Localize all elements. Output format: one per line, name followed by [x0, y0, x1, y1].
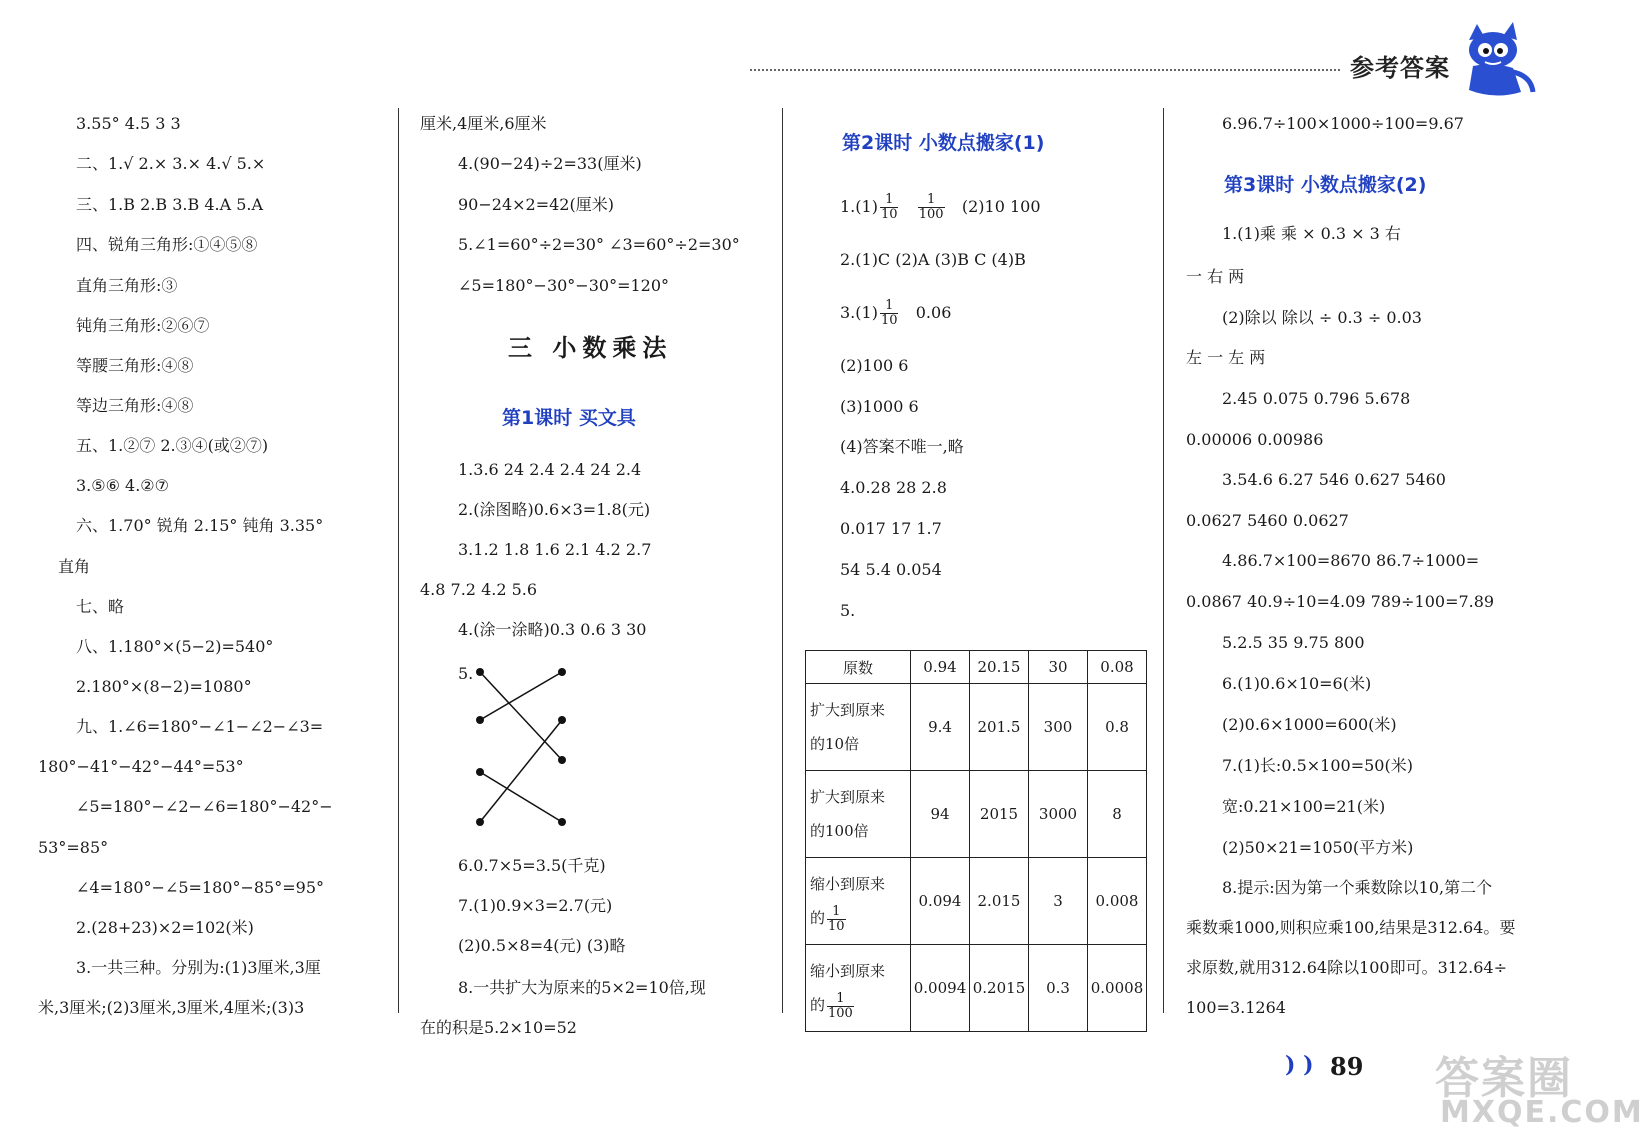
table-cell: 0.2015: [970, 945, 1029, 1032]
table-cell: 2015: [970, 771, 1029, 858]
answer-line: (2)100 6: [840, 356, 909, 375]
answer-line: 5.: [840, 601, 856, 620]
page-header: [0, 0, 1600, 110]
table-row: [806, 858, 1147, 945]
fraction-numerator: 1: [880, 193, 899, 208]
table-header-cell: 0.94: [911, 651, 970, 684]
row-label: [806, 771, 911, 858]
fraction-numerator: 1: [918, 193, 945, 208]
answer-line: 6.96.7÷100×1000÷100=9.67: [1222, 114, 1464, 133]
table-cell: 2.015: [970, 858, 1029, 945]
answer-line: 三、1.B 2.B 3.B 4.A 5.A: [76, 195, 264, 214]
table-cell: 0.008: [1088, 858, 1147, 945]
answer-line: 3.54.6 6.27 546 0.627 5460: [1222, 470, 1446, 489]
answer-line: 4.(涂一涂略)0.3 0.6 3 30: [458, 620, 647, 639]
fraction-denominator: 10: [880, 313, 898, 328]
fraction: [918, 193, 945, 222]
answer-line: 4.(90−24)÷2=33(厘米): [458, 154, 642, 173]
answer-line: 六、1.70° 锐角 2.15° 钝角 3.35°: [76, 516, 324, 535]
table-cell: 0.094: [911, 858, 970, 945]
section-title: 三 小数乘法: [508, 333, 673, 362]
answer-line: 二、1.√ 2.× 3.× 4.√ 5.×: [76, 154, 266, 173]
fraction: [880, 299, 899, 328]
answer-line: 3.55° 4.5 3 3: [76, 114, 181, 133]
lesson-title: 第1课时 买文具: [502, 407, 636, 429]
answer-line: 乘数乘1000,则积应乘100,结果是312.64。要: [1186, 918, 1516, 937]
table-row: [806, 771, 1147, 858]
crescent-moon-icon: ) ): [1285, 1052, 1314, 1078]
answer-line: 等腰三角形:④⑧: [76, 356, 194, 375]
answer-text: 0.06: [915, 303, 952, 322]
answer-line: 3.1.2 1.8 1.6 2.1 4.2 2.7: [458, 540, 652, 559]
answer-line: (2)50×21=1050(平方米): [1222, 838, 1414, 857]
answer-line: 4.86.7×100=8670 86.7÷1000=: [1222, 551, 1480, 570]
answer-line: 八、1.180°×(5−2)=540°: [76, 637, 274, 656]
answer-line: 100=3.1264: [1186, 998, 1286, 1017]
answer-line: (2)0.5×8=4(元) (3)略: [458, 936, 626, 955]
answer-line: 2.45 0.075 0.796 5.678: [1222, 389, 1411, 408]
answer-line: 四、锐角三角形:①④⑤⑧: [76, 235, 258, 254]
answer-line: (2)除以 除以 ÷ 0.3 ÷ 0.03: [1222, 308, 1422, 327]
matching-lines-diagram: [470, 660, 580, 840]
fraction: [827, 992, 854, 1021]
column-divider-2: [782, 108, 783, 1013]
answer-line: 8.提示:因为第一个乘数除以10,第二个: [1222, 878, 1493, 897]
table-cell: 9.4: [911, 684, 970, 771]
answer-line: 0.0627 5460 0.0627: [1186, 511, 1349, 530]
table-cell: 201.5: [970, 684, 1029, 771]
answer-line: 4.0.28 28 2.8: [840, 478, 947, 497]
row-label-line: 的: [810, 909, 826, 927]
table-header-row: [806, 651, 1147, 684]
answer-line: 2.(涂图略)0.6×3=1.8(元): [458, 500, 651, 519]
answer-line: 九、1.∠6=180°−∠1−∠2−∠3=: [76, 717, 324, 736]
fraction: [880, 193, 899, 222]
lesson-title: 第2课时 小数点搬家(1): [842, 132, 1045, 154]
decimal-conversion-table: [805, 650, 1147, 1032]
mascot-cat-icon: [1455, 22, 1535, 102]
answer-line: 米,3厘米;(2)3厘米,3厘米,4厘米;(3)3: [38, 998, 305, 1017]
table-cell: 0.3: [1029, 945, 1088, 1032]
lesson-title: 第3课时 小数点搬家(2): [1224, 174, 1427, 196]
row-label: [806, 684, 911, 771]
answer-line: 8.一共扩大为原来的5×2=10倍,现: [458, 978, 706, 997]
fraction-denominator: 10: [880, 207, 898, 222]
answer-line: 5.2.5 35 9.75 800: [1222, 633, 1365, 652]
answer-line: 6.0.7×5=3.5(千克): [458, 856, 606, 875]
fraction-numerator: 1: [827, 905, 846, 920]
page-number: 89: [1330, 1052, 1364, 1081]
answer-line: 直角: [58, 557, 91, 576]
table-cell: 0.8: [1088, 684, 1147, 771]
answer-line: 3.一共三种。分别为:(1)3厘米,3厘: [76, 958, 321, 977]
answer-line: 4.8 7.2 4.2 5.6: [420, 580, 538, 599]
row-label-line: 的10倍: [810, 735, 860, 753]
answer-line: ∠5=180°−∠2−∠6=180°−42°−: [76, 797, 333, 816]
fraction-denominator: 100: [828, 1005, 853, 1021]
column-divider-1: [398, 108, 399, 1013]
row-label: [806, 945, 911, 1032]
answer-line: 厘米,4厘米,6厘米: [420, 114, 547, 133]
answer-line: 2.(1)C (2)A (3)B C (4)B: [840, 250, 1026, 269]
answer-line: 0.017 17 1.7: [840, 519, 942, 538]
page-title: 参考答案: [1350, 54, 1450, 82]
watermark-url: MXQE.COM: [1440, 1095, 1644, 1130]
table-header-cell: 20.15: [970, 651, 1029, 684]
answer-line: 钝角三角形:②⑥⑦: [76, 316, 210, 335]
table-cell: 3: [1029, 858, 1088, 945]
answer-line: 7.(1)0.9×3=2.7(元): [458, 896, 613, 915]
row-label-line: 的: [810, 996, 826, 1014]
fraction-numerator: 1: [880, 299, 899, 314]
header-dotted-rule: [750, 69, 1340, 71]
answer-line: ∠4=180°−∠5=180°−85°=95°: [76, 878, 324, 897]
watermark-logo: 答案圈: [1435, 1053, 1573, 1104]
row-label: [806, 858, 911, 945]
table-header-cell: 30: [1029, 651, 1088, 684]
column-divider-3: [1163, 108, 1164, 1013]
answer-text: 3.(1): [840, 303, 878, 322]
answer-line: 在的积是5.2×10=52: [420, 1018, 577, 1037]
answer-line: ∠5=180°−30°−30°=120°: [458, 276, 670, 295]
answer-line: 宽:0.21×100=21(米): [1222, 797, 1386, 816]
answer-line: 求原数,就用312.64除以100即可。312.64÷: [1186, 958, 1508, 977]
row-label-line: 缩小到原来: [810, 875, 886, 893]
fraction-denominator: 100: [918, 207, 944, 222]
table-row: [806, 684, 1147, 771]
row-label-line: 扩大到原来: [810, 788, 886, 806]
answer-line: 5.: [458, 664, 474, 683]
answer-line: 2.180°×(8−2)=1080°: [76, 677, 252, 696]
answer-line: 180°−41°−42°−44°=53°: [38, 757, 244, 776]
answer-line: (4)答案不唯一,略: [840, 437, 964, 456]
answer-line: 5.∠1=60°÷2=30° ∠3=60°÷2=30°: [458, 235, 740, 254]
answer-line: [840, 190, 1041, 224]
answer-line: 0.0867 40.9÷10=4.09 789÷100=7.89: [1186, 592, 1495, 611]
fraction: [827, 905, 846, 934]
answer-line: 左 一 左 两: [1186, 348, 1266, 367]
answer-line: 1.(1)乘 乘 × 0.3 × 3 右: [1222, 224, 1401, 243]
row-label-line: 缩小到原来: [810, 962, 886, 980]
answer-text: 1.(1): [840, 197, 878, 216]
table-cell: 94: [911, 771, 970, 858]
table-cell: 3000: [1029, 771, 1088, 858]
answer-line: 90−24×2=42(厘米): [458, 195, 614, 214]
table-cell: 8: [1088, 771, 1147, 858]
fraction-numerator: 1: [827, 992, 854, 1007]
answer-line: 一 右 两: [1186, 267, 1245, 286]
answer-line: 五、1.②⑦ 2.③④(或②⑦): [76, 436, 269, 455]
row-label-line: 的100倍: [810, 822, 869, 840]
row-label-line: 扩大到原来: [810, 701, 886, 719]
answer-line: 等边三角形:④⑧: [76, 396, 194, 415]
answer-line: 54 5.4 0.054: [840, 560, 942, 579]
answer-line: 3.⑤⑥ 4.②⑦: [76, 476, 169, 495]
answer-line: 0.00006 0.00986: [1186, 430, 1324, 449]
answer-line: [840, 296, 951, 330]
table-row: [806, 945, 1147, 1032]
answer-line: 7.(1)长:0.5×100=50(米): [1222, 756, 1413, 775]
table-cell: 0.0094: [911, 945, 970, 1032]
table-header-cell: 0.08: [1088, 651, 1147, 684]
answer-line: 53°=85°: [38, 838, 109, 857]
answer-line: (3)1000 6: [840, 397, 919, 416]
fraction-denominator: 10: [828, 918, 845, 934]
table-cell: 300: [1029, 684, 1088, 771]
answer-line: 6.(1)0.6×10=6(米): [1222, 674, 1372, 693]
table-cell: 0.0008: [1088, 945, 1147, 1032]
answer-line: 七、略: [76, 597, 125, 616]
table-header-cell: 原数: [806, 651, 911, 684]
answer-line: (2)0.6×1000=600(米): [1222, 715, 1397, 734]
answer-line: 直角三角形:③: [76, 276, 178, 295]
answer-line: 2.(28+23)×2=102(米): [76, 918, 254, 937]
answer-text: (2)10 100: [961, 197, 1041, 216]
answer-line: 1.3.6 24 2.4 2.4 24 2.4: [458, 460, 642, 479]
